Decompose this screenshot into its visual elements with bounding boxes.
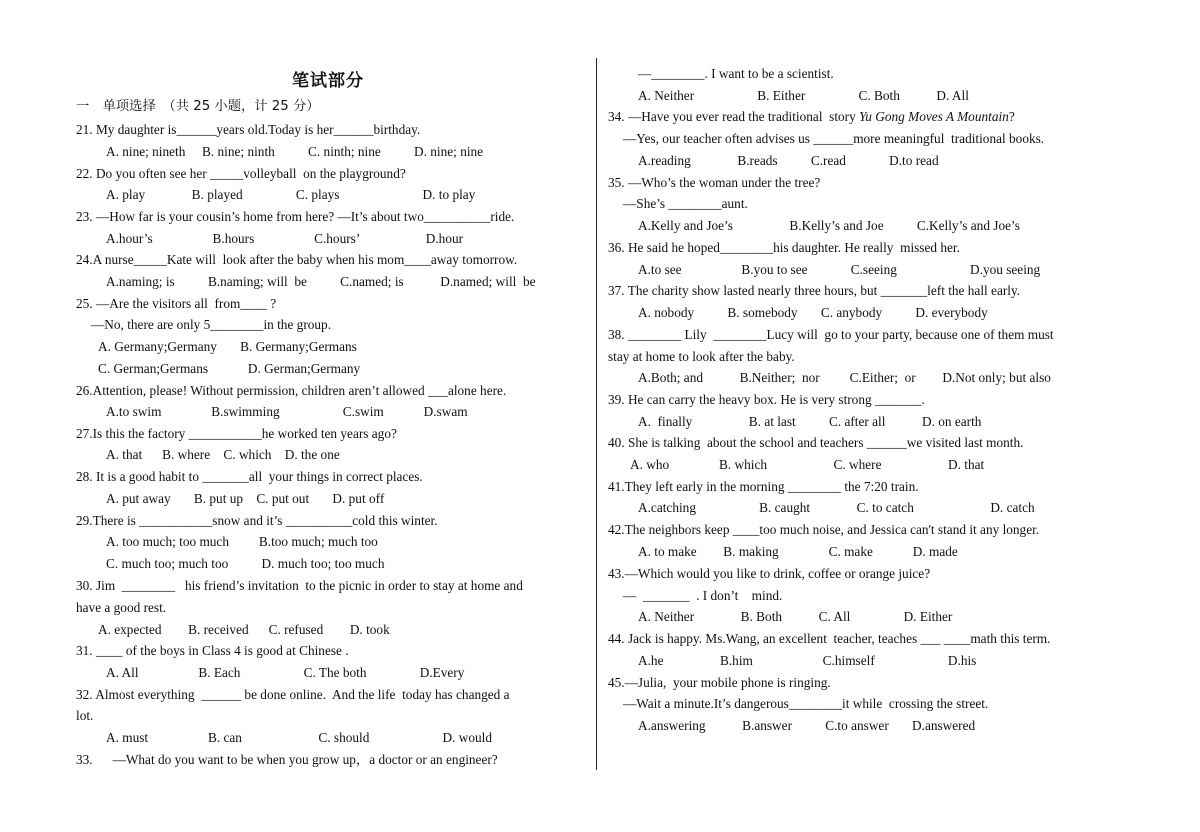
options-line: A. All B. Each C. The both D.Every <box>106 665 465 680</box>
question-line: 30. Jim ________ his friend’s invitation to the picnic in order to stay at home and <box>76 578 523 593</box>
question-line: 38. ________ Lily ________Lucy will go to your party, because one of them must <box>608 327 1054 342</box>
options-line: A.catching B. caught C. to catch D. catch <box>638 500 1035 515</box>
options-line: A.to swim B.swimming C.swim D.swam <box>106 404 468 419</box>
options-line: A. finally B. at last C. after all D. on earth <box>638 414 982 429</box>
options-line: A.reading B.reads C.read D.to read <box>638 153 939 168</box>
book-title: Yu Gong Moves A Mountain <box>859 109 1009 124</box>
options-line: A.Both; and B.Neither; nor C.Either; or D.Not only; but also <box>638 370 1051 385</box>
options-line: A. Germany;Germany B. Germany;Germans <box>98 339 357 354</box>
question-line: —She’s ________aunt. <box>623 196 748 211</box>
options-line: A. who B. which C. where D. that <box>630 457 985 472</box>
question-line: 43.—Which would you like to drink, coffee or orange juice? <box>608 566 931 581</box>
question-line: 42.The neighbors keep ____too much noise, and Jessica can't stand it any longer. <box>608 522 1040 537</box>
options-line: A.naming; is B.naming; will be C.named; is D.named; will be <box>106 274 536 289</box>
options-line: C. much too; much too D. much too; too much <box>106 556 385 571</box>
question-line: 35. —Who’s the woman under the tree? <box>608 175 821 190</box>
question-line: 28. It is a good habit to _______all your things in correct places. <box>76 469 423 484</box>
options-line: A. Neither B. Both C. All D. Either <box>638 609 953 624</box>
question-line: lot. <box>76 708 94 723</box>
question-line: 23. —How far is your cousin’s home from here? —It’s about two__________ride. <box>76 209 515 224</box>
question-line: 24.A nurse_____Kate will look after the baby when his mom____away tomorrow. <box>76 252 518 267</box>
question-line: 33. —What do you want to be when you grow up，a doctor or an engineer? <box>76 752 498 767</box>
page-title: 笔试部分 <box>292 71 364 91</box>
section-heading: 一 单项选择 （共 25 小题，计 25 分） <box>76 99 320 114</box>
options-line: A. that B. where C. which D. the one <box>106 447 340 462</box>
options-line: A.he B.him C.himself D.his <box>638 653 977 668</box>
question-line: —No, there are only 5________in the group. <box>91 317 332 332</box>
question-line: 44. Jack is happy. Ms.Wang, an excellent teacher, teaches ___ ____math this term. <box>608 631 1051 646</box>
options-line: A. nobody B. somebody C. anybody D. everybody <box>638 305 988 320</box>
question-line: 27.Is this the factory ___________he worked ten years ago? <box>76 426 397 441</box>
question-mark: ? <box>1008 109 1015 124</box>
question-line: 45.—Julia, your mobile phone is ringing. <box>608 675 831 690</box>
options-line: A. play B. played C. plays D. to play <box>106 187 476 202</box>
options-line: A. must B. can C. should D. would <box>106 730 492 745</box>
question-line: —Wait a minute.It’s dangerous________it while crossing the street. <box>623 696 989 711</box>
question-line: 36. He said he hoped________his daughter. He really missed her. <box>608 240 960 255</box>
options-line: A. expected B. received C. refused D. took <box>98 622 390 637</box>
question-line: 29.There is ___________snow and it’s __________cold this winter. <box>76 513 438 528</box>
options-line: A. Neither B. Either C. Both D. All <box>638 88 969 103</box>
options-line: A.to see B.you to see C.seeing D.you seeing <box>638 262 1041 277</box>
question-line: 41.They left early in the morning ________ the 7:20 train. <box>608 479 919 494</box>
options-line: A.hour’s B.hours C.hours’ D.hour <box>106 231 464 246</box>
options-line: A. nine; nineth B. nine; ninth C. ninth; nine D. nine; nine <box>106 144 484 159</box>
column-divider <box>596 58 597 770</box>
question-text: 34. —Have you ever read the traditional story <box>608 109 860 124</box>
question-line: —Yes, our teacher often advises us ______more meaningful traditional books. <box>623 131 1045 146</box>
options-line: A.Kelly and Joe’s B.Kelly’s and Joe C.Kelly’s and Joe’s <box>638 218 1020 233</box>
question-line: 32. Almost everything ______ be done online. And the life today has changed a <box>76 687 510 702</box>
question-line: 40. She is talking about the school and teachers ______we visited last month. <box>608 435 1024 450</box>
question-line: stay at home to look after the baby. <box>608 349 795 364</box>
question-line: 25. —Are the visitors all from____ ? <box>76 296 277 311</box>
question-line: 21. My daughter is______years old.Today is her______birthday. <box>76 122 421 137</box>
question-line: — _______ . I don’t mind. <box>623 588 783 603</box>
options-line: A. too much; too much B.too much; much too <box>106 534 378 549</box>
options-line: A.answering B.answer C.to answer D.answered <box>638 718 976 733</box>
question-line: have a good rest. <box>76 600 167 615</box>
options-line: A. to make B. making C. make D. made <box>638 544 958 559</box>
question-line: —________. I want to be a scientist. <box>638 66 834 81</box>
question-line: 26.Attention, please! Without permission, children aren’t allowed ___alone here. <box>76 383 507 398</box>
options-line: C. German;Germans D. German;Germany <box>98 361 361 376</box>
question-line: 31. ____ of the boys in Class 4 is good at Chinese . <box>76 643 349 658</box>
question-line <box>608 109 1015 125</box>
question-line: 37. The charity show lasted nearly three hours, but _______left the hall early. <box>608 283 1021 298</box>
options-line: A. put away B. put up C. put out D. put off <box>106 491 385 506</box>
question-line: 39. He can carry the heavy box. He is very strong _______. <box>608 392 925 407</box>
question-line: 22. Do you often see her _____volleyball on the playground? <box>76 166 406 181</box>
